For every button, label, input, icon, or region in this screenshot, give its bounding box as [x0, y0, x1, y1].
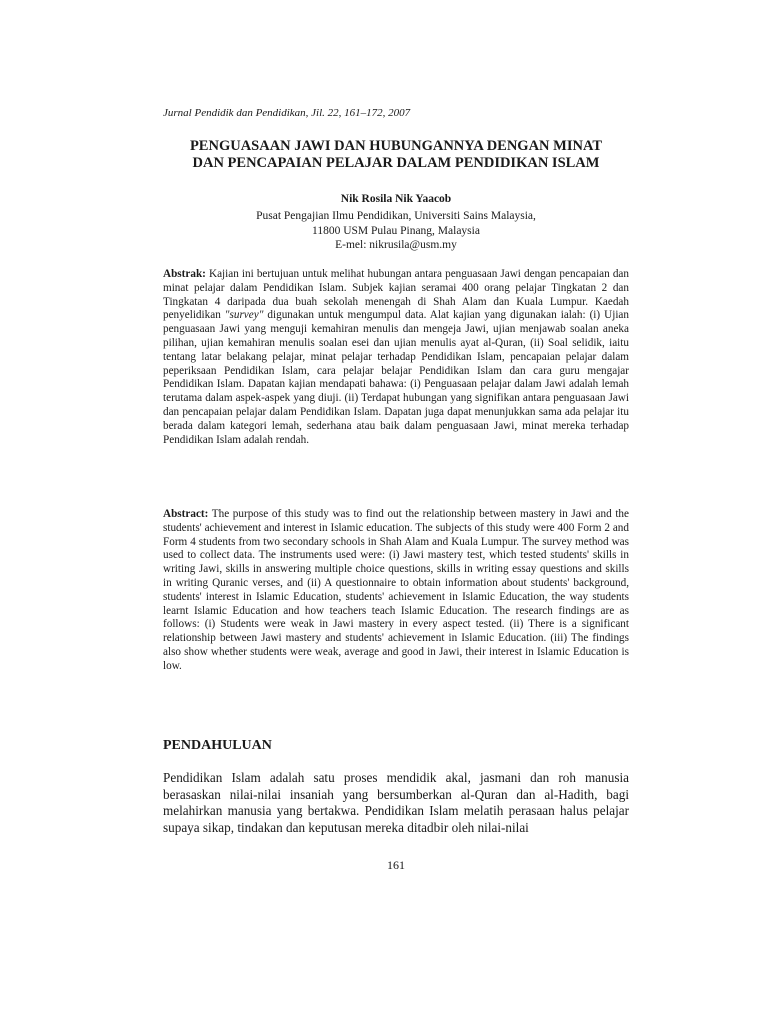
affiliation-line-1: Pusat Pengajian Ilmu Pendidikan, Universiti Sains Malaysia,	[256, 210, 536, 223]
abstrak-malay	[163, 268, 629, 447]
abstract-label: Abstract:	[163, 508, 209, 520]
journal-citation: Jurnal Pendidik dan Pendidikan, Jil. 22, 161–172, 2007	[163, 107, 411, 119]
abstrak-text-2: digunakan untuk mengumpul data. Alat kajian yang digunakan ialah: (i) Ujian penguasaan Jawi yang menguji kemahiran menulis dan mengeja Jawi, ujian menjawab soalan aneka pilihan, ujian kemahiran menulis soalan esei dan ujian menulis ayat al-Quran, (ii) Soal selidik, iaitu tentang latar belakang pelajar, minat pelajar terhadap Pendidikan Islam, pencapaian pelajar dalam peperiksaan Pendidikan Islam, cara pelajar belajar Pendidikan Islam dan cara guru mengajar Pendidikan Islam. Dapatan kajian mendapati bahawa: (i) Penguasaan pelajar dalam Jawi adalah lemah terutama dalam aspek-aspek yang diuji. (ii) Terdapat hubungan yang signifikan antara penguasaan Jawi dan pencapaian pelajar dalam Pendidikan Islam. Dapatan juga dapat menunjukkan sama ada pelajar itu berada dalam kategori lemah, sederhana atau baik dalam penguasaan Jawi, minat mereka terhadap Pendidikan Islam adalah rendah.	[163, 309, 629, 446]
intro-paragraph: Pendidikan Islam adalah satu proses mendidik akal, jasmani dan roh manusia berasaskan nilai-nilai insaniah yang bersumberkan al-Quran dan al-Hadith, bagi melahirkan manusia yang bertakwa. Pendidikan Islam melatih perasaan halus pelajar supaya sikap, tindakan dan keputusan mereka ditadbir oleh nilai-nilai	[163, 770, 629, 835]
article-title-line-2: DAN PENCAPAIAN PELAJAR DALAM PENDIDIKAN ISLAM	[192, 155, 600, 171]
abstrak-text-1: Kajian ini bertujuan untuk melihat hubungan antara penguasaan Jawi dengan pencapaian dan minat pelajar dalam Pendidikan Islam. Subjek kajian seramai 400 orang pelajar Tingkatan 2 dan Tingkatan 4 daripada dua buah sekolah menengah di Shah Alam dan Kuala Lumpur. Kaedah penyelidikan	[163, 268, 629, 322]
author-email: E-mel: nikrusila@usm.my	[335, 239, 457, 252]
author-block	[163, 192, 629, 253]
abstract-text: The purpose of this study was to find out the relationship between mastery in Jawi and the students' achievement and interest in Islamic education. The subjects of this study were 400 Form 2 and Form 4 students from two secondary schools in Shah Alam and Kuala Lumpur. The survey method was used to collect data. The instruments used were: (i) Jawi mastery test, which tested students' skills in writing Jawi, skills in answering multiple choice questions, skills in writing essay questions and skills in writing Quranic verses, and (ii) A questionnaire to obtain information about students' background, students' interest in Islamic Education, students' achievement in Islamic Education, the way students learnt Islamic Education and how teachers teach Islamic Education. The research findings are as follows: (i) Students were weak in Jawi mastery in every aspect tested. (ii) There is a significant relationship between Jawi mastery and students' achievement in Islamic Education. (iii) The findings also show whether students were weak, average and good in Jawi, their interest in Islamic Education is low.	[163, 508, 629, 672]
abstrak-label: Abstrak:	[163, 268, 206, 280]
section-heading: PENDAHULUAN	[163, 738, 272, 753]
page-number: 161	[387, 858, 405, 872]
abstract-english	[163, 508, 629, 674]
author-name: Nik Rosila Nik Yaacob	[340, 193, 452, 205]
affiliation-line-2: 11800 USM Pulau Pinang, Malaysia	[312, 224, 480, 237]
article-title	[163, 138, 629, 172]
article-title-line-1: PENGUASAAN JAWI DAN HUBUNGANNYA DENGAN MINAT	[189, 138, 603, 154]
abstrak-italic-term: "survey"	[224, 309, 264, 322]
